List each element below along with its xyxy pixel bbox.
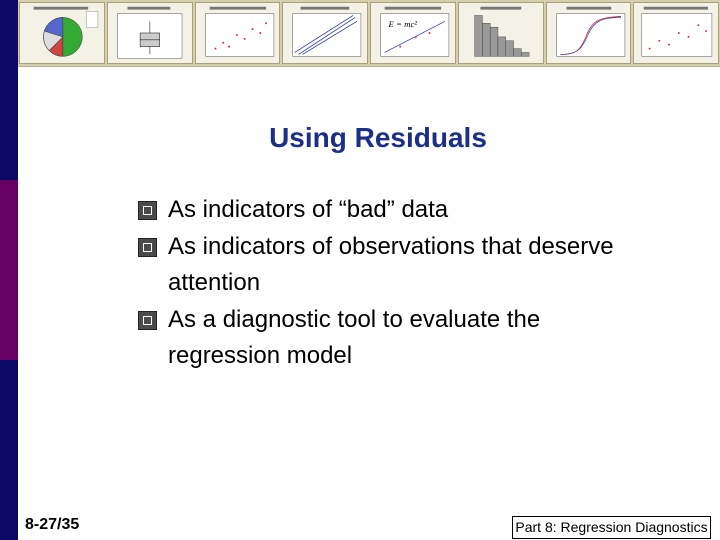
bullet-text: As indicators of observations that deserve attention [168,232,614,296]
cdf-plot-icon [547,3,631,63]
line-plot-icon [283,3,367,63]
slide-title: Using Residuals [269,122,487,153]
square-bullet-icon [138,238,157,257]
pie-chart-icon [20,3,104,63]
thumbnail-scatter-plot-2 [633,2,719,64]
thumbnail-strip [18,0,720,67]
thumbnail-line-plot [282,2,368,64]
thumbnail-scatter-plot [195,2,281,64]
thumbnail-pie-chart [19,2,105,64]
bullet-text: As a diagnostic tool to evaluate the regression model [168,305,541,369]
bullet-text: As indicators of “bad” data [168,196,449,223]
thumbnail-box-plot [107,2,193,64]
thumbnail-formula-plot [370,2,456,64]
box-plot-icon [108,3,192,63]
formula-text: E = mc² [388,19,417,30]
thumbnail-cdf-plot [546,2,632,64]
scatter-plot-icon [634,3,718,63]
bullet-item [136,192,656,229]
left-accent-bar-bottom [0,360,18,540]
footer-label: Part 8: Regression Diagnostics [512,516,711,539]
formula-plot-icon [371,3,455,63]
bullet-item [136,302,656,375]
slide-number: 8-27/35 [25,516,80,533]
bullet-item [136,229,656,302]
thumbnail-histogram [458,2,544,64]
left-accent-bar-middle [0,180,18,360]
histogram-icon [459,3,543,63]
bullet-list [136,192,656,375]
scatter-plot-icon [196,3,280,63]
square-bullet-icon [138,201,157,220]
square-bullet-icon [138,311,157,330]
